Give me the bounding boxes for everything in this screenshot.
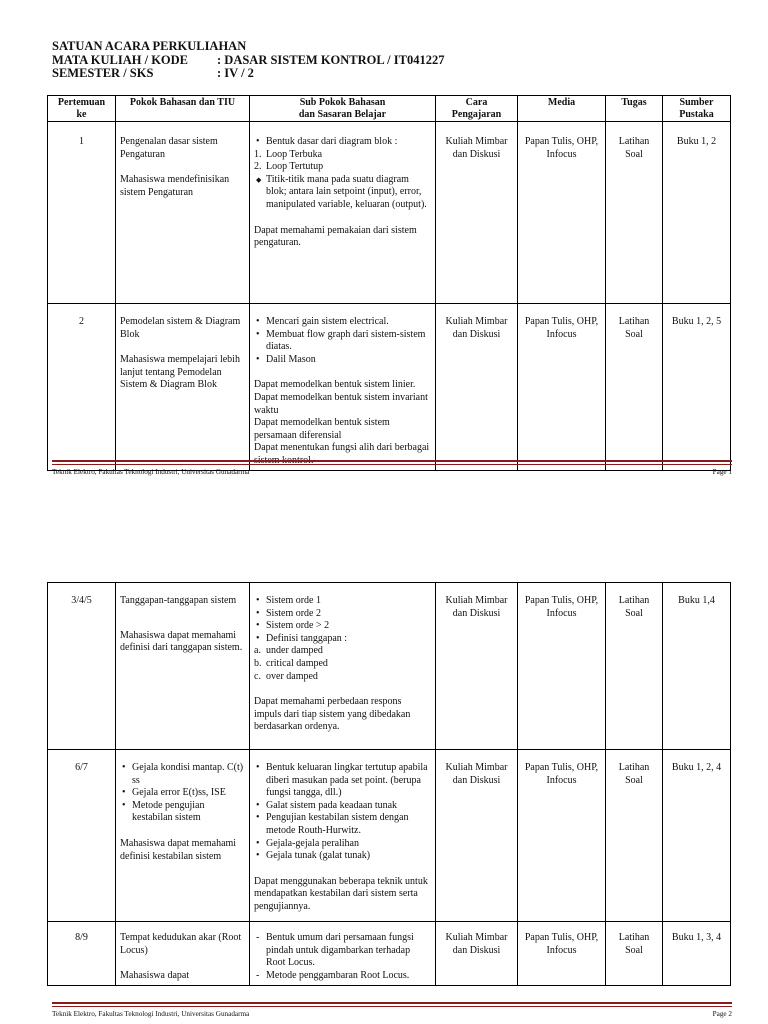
list-item: • Gejala tunak (galat tunak) bbox=[254, 850, 431, 863]
sap-table-page-1 bbox=[47, 95, 731, 471]
list-item: • Sistem orde 1 bbox=[254, 595, 431, 608]
document-title: SATUAN ACARA PERKULIAHAN bbox=[52, 39, 247, 53]
cell-media: Papan Tulis, OHP, Infocus bbox=[518, 122, 606, 304]
cell-pustaka: Buku 1,4 bbox=[663, 583, 731, 750]
sasaran-text: Dapat memahami pemakaian dari sistem pengaturan. bbox=[254, 224, 417, 249]
pokok-bahasan-text: Tempat kedudukan akar (Root Locus) bbox=[120, 932, 242, 956]
sasaran-text: Dapat memodelkan bentuk sistem persamaan diferensial bbox=[254, 417, 390, 441]
cell-pertemuan: 2 bbox=[48, 304, 116, 471]
pokok-bahasan-text: Tanggapan-tanggapan sistem bbox=[120, 595, 237, 606]
footer-text: Teknik Elektro, Fakultas Teknologi Industri, Universitas Gunadarma bbox=[52, 468, 250, 476]
list-item: • Sistem orde 2 bbox=[254, 608, 431, 621]
cell-pokok-bahasan bbox=[116, 750, 250, 922]
cell-pustaka: Buku 1, 3, 4 bbox=[663, 922, 731, 986]
list-item: • Gejala kondisi mantap. C(t) ss bbox=[120, 762, 245, 787]
list-item: • Bentuk dasar dari diagram blok : bbox=[254, 136, 431, 149]
table-header-row bbox=[48, 96, 731, 122]
cell-pustaka: Buku 1, 2 bbox=[663, 122, 731, 304]
cell-tugas: Latihan Soal bbox=[606, 122, 663, 304]
tiu-text: Mahasiswa mendefinisikan sistem Pengaturan bbox=[120, 174, 230, 198]
page-footer-1 bbox=[52, 460, 732, 476]
cell-cara: Kuliah Mimbar dan Diskusi bbox=[436, 583, 518, 750]
header-value-course: : DASAR SISTEM KONTROL / IT041227 bbox=[217, 52, 445, 67]
list-item: • Mencari gain sistem electrical. bbox=[254, 316, 431, 329]
column-header-media: Media bbox=[518, 96, 606, 122]
cell-pustaka: Buku 1, 2, 5 bbox=[663, 304, 731, 471]
cell-cara: Kuliah Mimbar dan Diskusi bbox=[436, 922, 518, 986]
list-item: 2. Loop Tertutup bbox=[254, 161, 324, 173]
table-row bbox=[48, 583, 731, 750]
cell-pertemuan: 8/9 bbox=[48, 922, 116, 986]
page-footer-2 bbox=[52, 1002, 732, 1018]
column-header-pokok-bahasan: Pokok Bahasan dan TIU bbox=[116, 96, 250, 122]
list-item: • Gejala error E(t)ss, ISE bbox=[120, 787, 245, 800]
page-number: Page 2 bbox=[712, 1010, 732, 1018]
list-item: - Metode penggambaran Root Locus. bbox=[254, 970, 431, 983]
cell-sub-pokok bbox=[250, 122, 436, 304]
cell-media: Papan Tulis, OHP, Infocus bbox=[518, 922, 606, 986]
list-item: • Bentuk keluaran lingkar tertutup apabila diberi masukan pada set point. (berupa fungsi tangga, dll.) bbox=[254, 762, 431, 800]
column-header-sub-pokok: Sub Pokok Bahasan dan Sasaran Belajar bbox=[250, 96, 436, 122]
header-label-course: MATA KULIAH / KODE bbox=[52, 52, 189, 67]
list-item: • Sistem orde > 2 bbox=[254, 620, 431, 633]
list-item: • Gejala-gejala peralihan bbox=[254, 838, 431, 851]
cell-cara: Kuliah Mimbar dan Diskusi bbox=[436, 304, 518, 471]
table-row bbox=[48, 922, 731, 986]
header-value-semester: : IV / 2 bbox=[217, 66, 254, 80]
list-item: 1. Loop Terbuka bbox=[254, 148, 323, 160]
cell-pertemuan: 1 bbox=[48, 122, 116, 304]
list-item: a. under damped bbox=[254, 645, 323, 657]
table-row bbox=[48, 750, 731, 922]
pokok-bahasan-text: Pemodelan sistem & Diagram Blok bbox=[120, 316, 241, 340]
header-row-semester bbox=[52, 67, 444, 81]
column-header-sumber: Sumber Pustaka bbox=[663, 96, 731, 122]
tiu-text: Mahasiswa mempelajari lebih lanjut tentang Pemodelan Sistem & Diagram Blok bbox=[120, 354, 240, 391]
cell-cara: Kuliah Mimbar dan Diskusi bbox=[436, 750, 518, 922]
list-item: • Dalil Mason bbox=[254, 354, 431, 367]
cell-tugas: Latihan Soal bbox=[606, 304, 663, 471]
cell-sub-pokok bbox=[250, 922, 436, 986]
page-number: Page 1 bbox=[712, 468, 732, 476]
table-row bbox=[48, 122, 731, 304]
cell-media: Papan Tulis, OHP, Infocus bbox=[518, 304, 606, 471]
cell-pokok-bahasan bbox=[116, 304, 250, 471]
header-row-course bbox=[52, 54, 444, 68]
document-header bbox=[52, 40, 444, 81]
list-item: - Bentuk umum dari persamaan fungsi pindah untuk digambarkan terhadap Root Locus. bbox=[254, 932, 431, 970]
cell-sub-pokok bbox=[250, 583, 436, 750]
sap-table-page-2 bbox=[47, 582, 731, 986]
list-item: c. over damped bbox=[254, 670, 318, 682]
pokok-bahasan-text: Pengenalan dasar sistem Pengaturan bbox=[120, 136, 218, 160]
column-header-pertemuan: Pertemuan ke bbox=[48, 96, 116, 122]
tiu-text: Mahasiswa dapat memahami definisi kestabilan sistem bbox=[120, 837, 237, 862]
list-item: • Galat sistem pada keadaan tunak bbox=[254, 800, 431, 813]
cell-tugas: Latihan Soal bbox=[606, 750, 663, 922]
list-item: ◆ Titik-titik mana pada suatu diagram blok; antara lain setpoint (input), error, manipulated variable, keluaran (output). bbox=[254, 174, 431, 212]
sasaran-text: Dapat memodelkan bentuk sistem invariant waktu bbox=[254, 391, 428, 416]
cell-tugas: Latihan Soal bbox=[606, 583, 663, 750]
cell-pustaka: Buku 1, 2, 4 bbox=[663, 750, 731, 922]
cell-media: Papan Tulis, OHP, Infocus bbox=[518, 583, 606, 750]
cell-media: Papan Tulis, OHP, Infocus bbox=[518, 750, 606, 922]
list-item: • Definisi tanggapan : bbox=[254, 633, 431, 646]
list-item: • Metode pengujian kestabilan sistem bbox=[120, 800, 245, 825]
list-item: b. critical damped bbox=[254, 657, 328, 669]
list-item: • Pengujian kestabilan sistem dengan metode Routh-Hurwitz. bbox=[254, 812, 431, 837]
cell-cara: Kuliah Mimbar dan Diskusi bbox=[436, 122, 518, 304]
cell-sub-pokok bbox=[250, 750, 436, 922]
sasaran-text: Dapat menggunakan beberapa teknik untuk mendapatkan kestabilan dari sistem serta pengujiannya. bbox=[254, 875, 428, 912]
column-header-cara: Cara Pengajaran bbox=[436, 96, 518, 122]
cell-pertemuan: 3/4/5 bbox=[48, 583, 116, 750]
cell-pokok-bahasan bbox=[116, 922, 250, 986]
footer-text: Teknik Elektro, Fakultas Teknologi Industri, Universitas Gunadarma bbox=[52, 1010, 250, 1018]
cell-pertemuan: 6/7 bbox=[48, 750, 116, 922]
tiu-text: Mahasiswa dapat memahami definisi dari tanggapan sistem. bbox=[120, 629, 243, 654]
header-label-semester: SEMESTER / SKS bbox=[52, 66, 154, 80]
column-header-tugas: Tugas bbox=[606, 96, 663, 122]
sasaran-text: Dapat memodelkan bentuk sistem linier. bbox=[254, 379, 416, 391]
table-row bbox=[48, 304, 731, 471]
cell-sub-pokok bbox=[250, 304, 436, 471]
cell-tugas: Latihan Soal bbox=[606, 922, 663, 986]
sasaran-text: Dapat memahami perbedaan respons impuls dari tiap sistem yang dibedakan berdasarkan ordenya. bbox=[254, 696, 411, 733]
list-item: • Membuat flow graph dari sistem-sistem diatas. bbox=[254, 329, 431, 354]
sasaran-text: Dapat menentukan fungsi alih dari berbagai sistem kontrol. bbox=[254, 442, 430, 466]
cell-pokok-bahasan bbox=[116, 583, 250, 750]
cell-pokok-bahasan bbox=[116, 122, 250, 304]
tiu-text: Mahasiswa dapat bbox=[120, 970, 190, 982]
